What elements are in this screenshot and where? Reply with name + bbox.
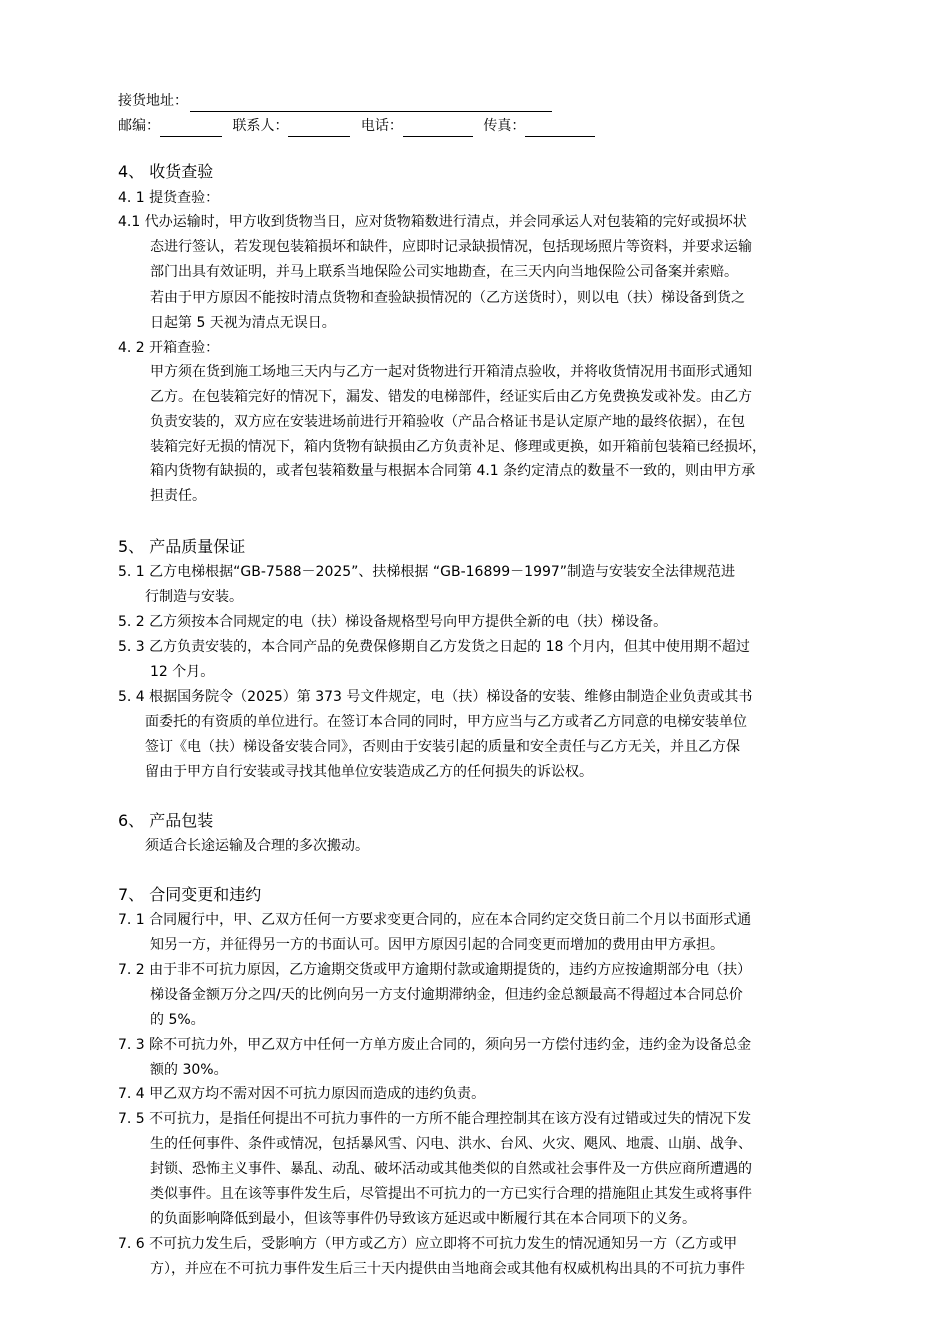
clause-4-2-line: 装箱完好无损的情况下，箱内货物有缺损由乙方负责补足、修理或更换，如开箱前包装箱已经损坏， [150,439,766,455]
section-6-body: 须适合长途运输及合理的多次搬动。 [145,838,369,854]
contact-label: 联系人： [232,118,289,134]
clause-5-4-line: 签订《电（扶）梯设备安装合同》，否则由于安装引起的质量和安全责任与乙方无关，并且乙方保 [145,739,740,755]
zip-label: 邮编： [118,118,160,134]
clause-5-1-line: 5. 1 乙方电梯根据“GB-7588－2025”、扶梯根据 “GB-16899－1997”制造与安装安全法律规范进 [118,564,736,580]
clause-7-3-line: 7. 3 除不可抗力外，甲乙双方中任何一方单方废止合同的，须向另一方偿付违约金，违约金为设备总金 [118,1037,752,1053]
clause-4-1-label: 4. 1 提货查验： [118,190,220,206]
clause-7-3-line: 额的 30%。 [150,1062,228,1078]
section-6-heading: 6、 产品包装 [118,811,214,830]
phone-blank[interactable] [403,121,473,137]
contact-blank[interactable] [288,121,350,137]
clause-5-4-line: 面委托的有资质的单位进行。在签订本合同的同时，甲方应当与乙方或者乙方同意的电梯安装单位 [145,714,747,730]
phone-label: 电话： [360,118,403,134]
receive-address-label: 接货地址： [118,93,188,109]
zip-blank[interactable] [160,121,222,137]
clause-7-5-line: 封锁、恐怖主义事件、暴乱、动乱、破坏活动或其他类似的自然或社会事件及一方供应商所遭遇的 [150,1161,752,1177]
fax-blank[interactable] [525,121,595,137]
clause-4-1-line: 日起第 5 天视为清点无误日。 [150,315,336,331]
clause-4-2-line: 负责安装的，双方应在安装进场前进行开箱验收（产品合格证书是认定原产地的最终依据），在包 [150,414,745,430]
clause-4-1-line: 4.1 代办运输时，甲方收到货物当日，应对货物箱数进行清点，并会同承运人对包装箱的完好或损坏状 [118,214,747,230]
section-4-heading: 4、 收货查验 [118,162,214,181]
clause-4-2-line: 乙方。在包装箱完好的情况下，漏发、错发的电梯部件，经证实后由乙方免费换发或补发。由乙方 [150,389,752,405]
clause-4-2-line: 箱内货物有缺损的，或者包装箱数量与根据本合同第 4.1 条约定清点的数量不一致的，则由甲方承 [150,463,756,479]
clause-7-5-line: 7. 5 不可抗力，是指任何提出不可抗力事件的一方所不能合理控制其在该方没有过错或过失的情况下发 [118,1111,752,1127]
receive-address-blank[interactable] [190,96,552,112]
clause-5-1-line: 行制造与安装。 [145,589,243,605]
clause-4-2-line: 担责任。 [150,488,206,504]
clause-7-2-line: 7. 2 由于非不可抗力原因，乙方逾期交货或甲方逾期付款或逾期提货的，违约方应按逾期部分电（扶） [118,962,752,978]
clause-5-2-line: 5. 2 乙方须按本合同规定的电（扶）梯设备规格型号向甲方提供全新的电（扶）梯设备。 [118,614,668,630]
clause-7-1-line: 知另一方，并征得另一方的书面认可。因甲方原因引起的合同变更而增加的费用由甲方承担。 [150,937,724,953]
clause-4-2-label: 4. 2 开箱查验： [118,340,220,356]
clause-4-2-line: 甲方须在货到施工场地三天内与乙方一起对货物进行开箱清点验收，并将收货情况用书面形式通知 [150,364,752,380]
contact-info-line [118,115,595,137]
clause-7-4-line: 7. 4 甲乙双方均不需对因不可抗力原因而造成的违约负责。 [118,1086,486,1102]
clause-7-5-line: 生的任何事件、条件或情况，包括暴风雪、闪电、洪水、台风、火灾、飓风、地震、山崩、战争、 [150,1136,752,1152]
clause-4-1-line: 态进行签认，若发现包装箱损坏和缺件，应即时记录缺损情况，包括现场照片等资料，并要求运输 [150,239,752,255]
clause-7-6-line: 7. 6 不可抗力发生后，受影响方（甲方或乙方）应立即将不可抗力发生的情况通知另一方（乙方或甲 [118,1236,738,1252]
clause-5-3-line: 5. 3 乙方负责安装的，本合同产品的免费保修期自乙方发货之日起的 18 个月内，但其中使用期不超过 [118,639,750,655]
fax-label: 传真： [483,118,526,134]
clause-7-5-line: 的负面影响降低到最小，但该等事件仍导致该方延迟或中断履行其在本合同项下的义务。 [150,1211,696,1227]
clause-7-2-line: 的 5%。 [150,1012,205,1028]
clause-4-1-line: 若由于甲方原因不能按时清点货物和查验缺损情况的（乙方送货时），则以电（扶）梯设备到货之 [150,290,745,306]
section-7-heading: 7、 合同变更和违约 [118,885,262,904]
clause-5-4-line: 5. 4 根据国务院令（2025）第 373 号文件规定，电（扶）梯设备的安装、维修由制造企业负责或其书 [118,689,753,705]
clause-5-3-line: 12 个月。 [150,664,215,680]
section-5-heading: 5、 产品质量保证 [118,537,246,556]
receive-address-line [118,90,552,112]
clause-7-2-line: 梯设备金额万分之四/天的比例向另一方支付逾期滞纳金，但违约金总额最高不得超过本合同总价 [150,987,743,1003]
clause-7-1-line: 7. 1 合同履行中，甲、乙双方任何一方要求变更合同的，应在本合同约定交货日前二个月以书面形式通 [118,912,752,928]
clause-5-4-line: 留由于甲方自行安装或寻找其他单位安装造成乙方的任何损失的诉讼权。 [145,764,593,780]
clause-4-1-line: 部门出具有效证明，并马上联系当地保险公司实地勘查，在三天内向当地保险公司备案并索赔。 [150,264,738,280]
clause-7-5-line: 类似事件。且在该等事件发生后，尽管提出不可抗力的一方已实行合理的措施阻止其发生或将事件 [150,1186,752,1202]
clause-7-6-line: 方），并应在不可抗力事件发生后三十天内提供由当地商会或其他有权威机构出具的不可抗力事件 [150,1261,745,1277]
